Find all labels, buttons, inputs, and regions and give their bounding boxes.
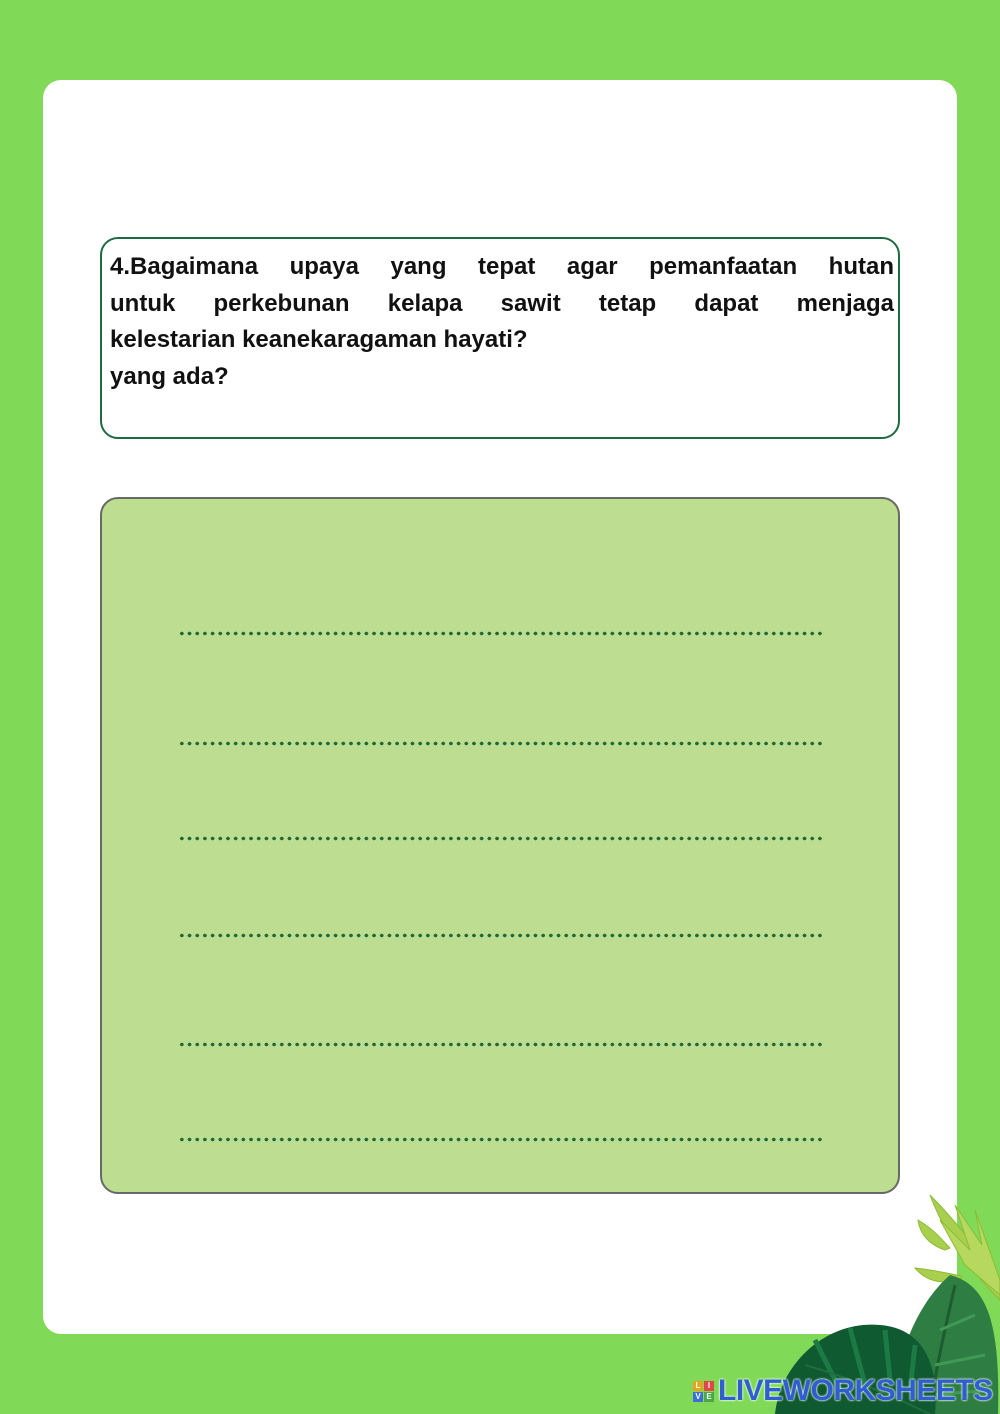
question-line-1: 4.Bagaimana upaya yang tepat agar pemanfaatan hutan bbox=[110, 253, 894, 280]
logo-block-e: E bbox=[704, 1392, 714, 1402]
question-line-3: kelestarian keanekaragaman hayati? bbox=[110, 326, 528, 353]
answer-line-6[interactable] bbox=[178, 1137, 824, 1142]
logo-block-i: I bbox=[704, 1381, 714, 1391]
logo-block-l: L bbox=[693, 1381, 703, 1391]
logo-blocks-icon bbox=[693, 1381, 714, 1402]
answer-line-2[interactable] bbox=[178, 741, 824, 746]
answer-line-3[interactable] bbox=[178, 836, 824, 841]
liveworksheets-logo bbox=[693, 1374, 993, 1408]
answer-line-1[interactable] bbox=[178, 631, 824, 636]
answer-box[interactable] bbox=[100, 497, 900, 1194]
logo-text: LIVEWORKSHEETS bbox=[718, 1374, 993, 1407]
logo-block-v: V bbox=[693, 1392, 703, 1402]
answer-line-5[interactable] bbox=[178, 1042, 824, 1047]
question-line-4: yang ada? bbox=[110, 362, 229, 390]
question-box bbox=[100, 237, 900, 439]
question-line-2: untuk perkebunan kelapa sawit tetap dapat menjaga bbox=[110, 289, 894, 317]
answer-line-4[interactable] bbox=[178, 933, 824, 938]
question-text bbox=[110, 249, 894, 395]
